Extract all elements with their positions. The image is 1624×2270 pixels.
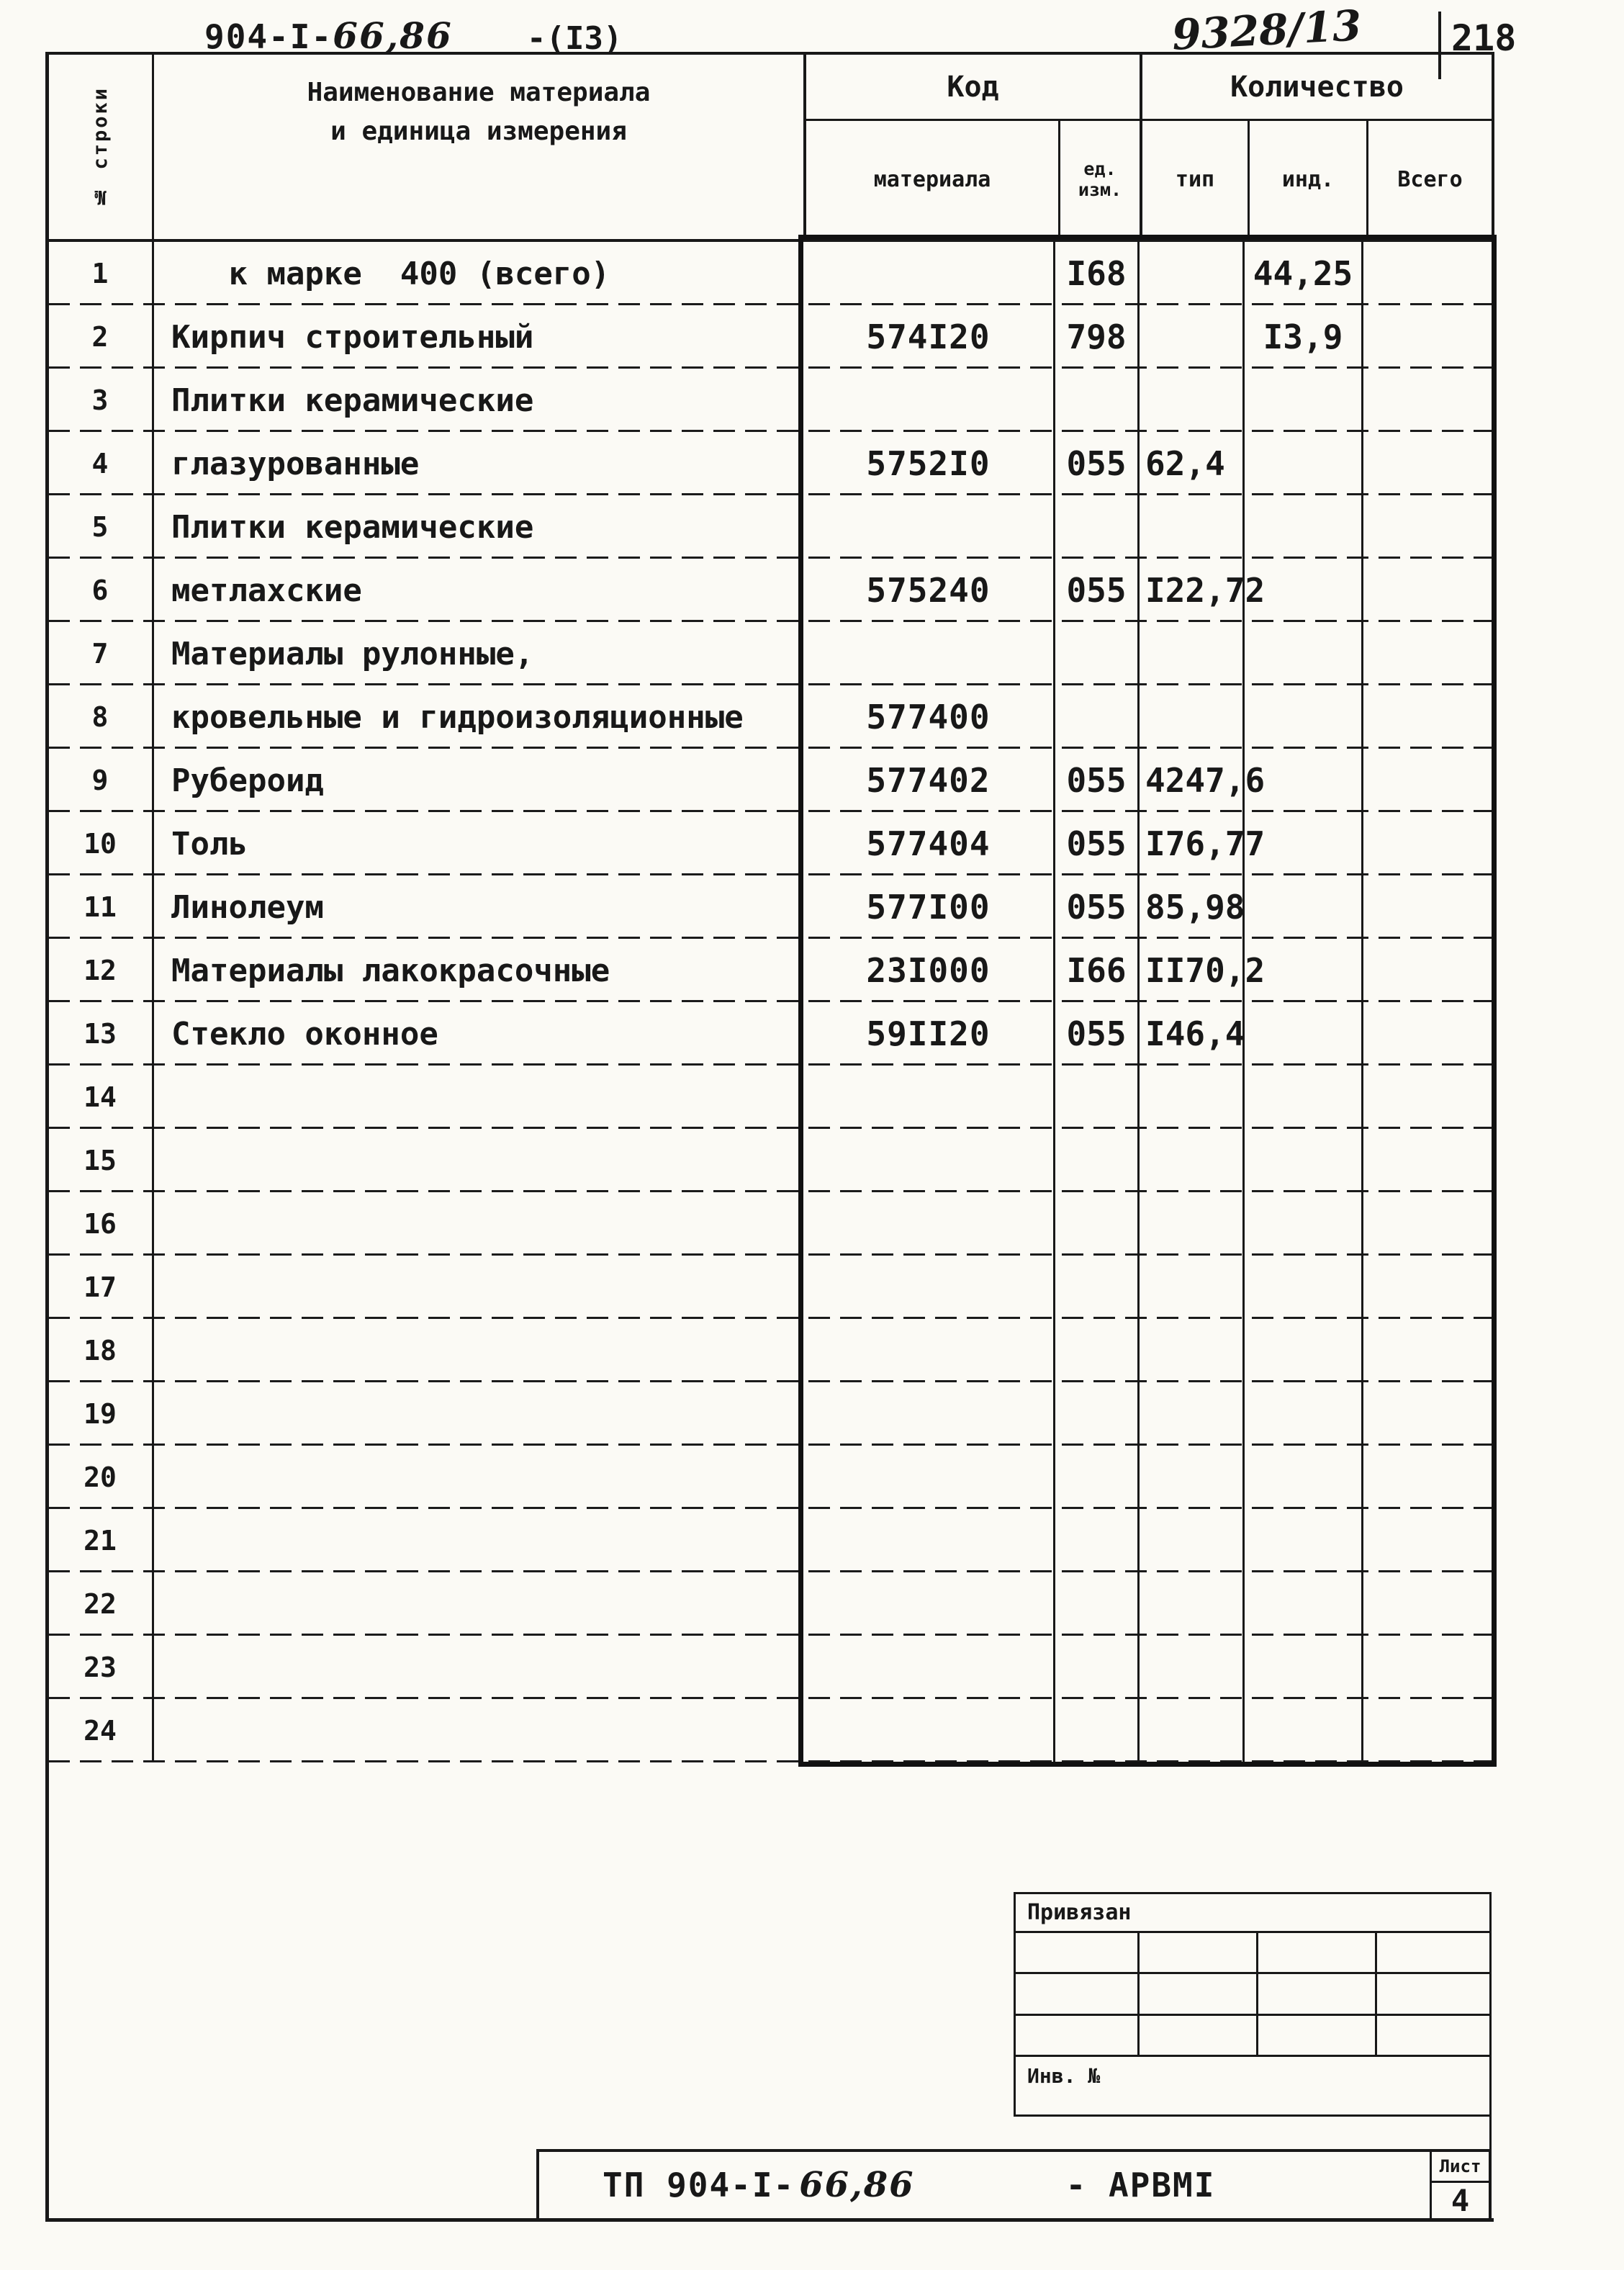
col-header-row-number <box>48 55 154 239</box>
material-name-cell: кровельные и гидроизоляционные <box>171 698 744 736</box>
stamp-block <box>1014 1892 1492 2117</box>
material-name-cell: Материалы рулонные, <box>171 635 534 672</box>
quantity-ind-cell <box>1245 685 1363 749</box>
quantity-total-cell <box>1363 1129 1492 1192</box>
quantity-type-cell <box>1140 495 1245 559</box>
doc-number-handwritten: 66,86 <box>333 14 453 57</box>
row-number-cell: 4 <box>48 432 154 495</box>
unit-code-cell <box>1055 1699 1140 1762</box>
unit-code-cell <box>1055 369 1140 432</box>
material-name-cell: Кирпич строительный <box>171 318 534 356</box>
material-name-cell: Стекло оконное <box>171 1015 438 1053</box>
row-number-cell: 24 <box>48 1699 154 1762</box>
row-number-cell: 18 <box>48 1319 154 1382</box>
material-code-cell: 59II20 <box>803 1002 1055 1066</box>
quantity-total-cell <box>1363 1319 1492 1382</box>
table-row <box>48 1446 1492 1509</box>
stamp-grid-cell <box>1140 2016 1258 2057</box>
quantity-total-cell <box>1363 749 1492 812</box>
quantity-total-cell <box>1363 1446 1492 1509</box>
unit-header-line1: ед. <box>1083 158 1116 180</box>
unit-code-cell: 055 <box>1055 749 1140 812</box>
unit-code-cell <box>1055 1192 1140 1256</box>
material-code-cell <box>803 1066 1055 1129</box>
quantity-ind-cell <box>1245 1256 1363 1319</box>
col-group-quantity <box>1140 55 1492 239</box>
material-code-cell <box>803 495 1055 559</box>
material-code-cell: 5752I0 <box>803 432 1055 495</box>
quantity-type-cell <box>1140 242 1245 305</box>
quantity-ind-cell <box>1245 1699 1363 1762</box>
row-number-cell: 11 <box>48 875 154 939</box>
footer-doc-suffix: - АРВМI <box>1065 2166 1216 2204</box>
quantity-ind-cell <box>1245 1572 1363 1636</box>
quantity-type-cell <box>1140 1256 1245 1319</box>
stamp-grid-cell <box>1140 1974 1258 2015</box>
table-row <box>48 1319 1492 1382</box>
col-header-unit <box>1058 121 1140 239</box>
quantity-ind-cell <box>1245 875 1363 939</box>
table-row <box>48 1066 1492 1129</box>
unit-code-cell <box>1055 1446 1140 1509</box>
material-name-cell <box>154 1066 803 1129</box>
quantity-ind-cell <box>1245 559 1363 622</box>
row-number-cell: 19 <box>48 1382 154 1446</box>
material-code-cell: 577400 <box>803 685 1055 749</box>
handwritten-reference-number: 9328/13 <box>1170 1 1363 60</box>
unit-code-cell <box>1055 1509 1140 1572</box>
quantity-total-cell <box>1363 242 1492 305</box>
quantity-type-cell <box>1140 622 1245 685</box>
material-code-cell <box>803 622 1055 685</box>
quantity-type-cell <box>1140 1382 1245 1446</box>
unit-code-cell <box>1055 1319 1140 1382</box>
quantity-total-cell <box>1363 369 1492 432</box>
material-name-cell <box>154 1319 803 1382</box>
quantity-total-cell <box>1363 305 1492 369</box>
material-code-cell: 575240 <box>803 559 1055 622</box>
stamp-title: Привязан <box>1016 1894 1489 1933</box>
row-number-cell: 15 <box>48 1129 154 1192</box>
material-name-cell: глазурованные <box>171 445 420 482</box>
stamp-grid-cell <box>1258 1974 1377 2015</box>
quantity-ind-cell <box>1245 812 1363 875</box>
stamp-grid-cell <box>1377 2016 1489 2057</box>
table-row <box>48 369 1492 432</box>
quantity-ind-cell: 44,25 <box>1245 242 1363 305</box>
table-row <box>48 1129 1492 1192</box>
row-number-cell: 7 <box>48 622 154 685</box>
material-code-cell: 577404 <box>803 812 1055 875</box>
table-row <box>48 495 1492 559</box>
quantity-total-cell <box>1363 1699 1492 1762</box>
material-code-cell <box>803 242 1055 305</box>
material-name-cell <box>154 1382 803 1446</box>
footer-doc-number <box>603 2165 1215 2205</box>
quantity-type-cell <box>1140 1572 1245 1636</box>
table-row <box>48 622 1492 685</box>
quantity-ind-cell <box>1245 369 1363 432</box>
quantity-group-label: Количество <box>1142 55 1492 121</box>
table-row <box>48 1636 1492 1699</box>
quantity-total-cell <box>1363 1572 1492 1636</box>
quantity-total-cell <box>1363 939 1492 1002</box>
quantity-type-cell: 4247,6 <box>1140 749 1245 812</box>
quantity-type-cell <box>1140 1446 1245 1509</box>
table-row <box>48 1572 1492 1636</box>
unit-code-cell: 798 <box>1055 305 1140 369</box>
quantity-total-cell <box>1363 685 1492 749</box>
quantity-ind-cell: I3,9 <box>1245 305 1363 369</box>
row-number-cell: 6 <box>48 559 154 622</box>
doc-number-annotation <box>204 14 453 57</box>
material-name-cell: Толь <box>171 825 248 862</box>
material-name-cell <box>154 1699 803 1762</box>
material-code-cell <box>803 1382 1055 1446</box>
quantity-type-cell <box>1140 1509 1245 1572</box>
quantity-ind-cell <box>1245 1192 1363 1256</box>
inventory-number-label: Инв. № <box>1027 2064 1101 2088</box>
quantity-total-cell <box>1363 1636 1492 1699</box>
quantity-ind-cell <box>1245 1509 1363 1572</box>
material-name-cell <box>154 1129 803 1192</box>
material-name-cell: Линолеум <box>171 888 324 926</box>
unit-code-cell: 055 <box>1055 812 1140 875</box>
material-code-cell: 577402 <box>803 749 1055 812</box>
material-name-header-line1: Наименование материала <box>307 78 651 107</box>
quantity-type-cell <box>1140 1129 1245 1192</box>
col-header-material-code: материала <box>873 166 991 192</box>
unit-code-cell <box>1055 685 1140 749</box>
materials-table <box>45 52 1494 1762</box>
quantity-type-cell: II70,2 <box>1140 939 1245 1002</box>
quantity-total-cell <box>1363 495 1492 559</box>
material-code-cell <box>803 1192 1055 1256</box>
footer-doc-handwritten: 66,86 <box>799 2165 915 2205</box>
quantity-type-cell: 85,98 <box>1140 875 1245 939</box>
quantity-ind-cell <box>1245 1382 1363 1446</box>
table-row <box>48 1699 1492 1762</box>
stamp-grid <box>1016 1933 1489 2057</box>
unit-code-cell: 055 <box>1055 559 1140 622</box>
unit-code-cell <box>1055 1256 1140 1319</box>
unit-code-cell: 055 <box>1055 1002 1140 1066</box>
material-name-cell: Плитки керамические <box>171 508 534 546</box>
col-header-ind: инд. <box>1248 121 1366 239</box>
col-header-total: Всего <box>1366 121 1492 239</box>
material-name-header-line2: и единица измерения <box>330 117 627 146</box>
unit-header-line2: изм. <box>1078 179 1122 200</box>
sheet-number: 4 <box>1451 2183 1470 2218</box>
material-name-cell <box>154 1636 803 1699</box>
table-row <box>48 685 1492 749</box>
table-row <box>48 1382 1492 1446</box>
quantity-type-cell <box>1140 1066 1245 1129</box>
table-row <box>48 1509 1492 1572</box>
stamp-grid-cell <box>1140 1933 1258 1974</box>
material-code-cell: 23I000 <box>803 939 1055 1002</box>
doc-number-typed: 904-I- <box>204 17 333 56</box>
quantity-total-cell <box>1363 1382 1492 1446</box>
unit-code-cell: I66 <box>1055 939 1140 1002</box>
material-code-cell: 577I00 <box>803 875 1055 939</box>
material-name-cell: Материалы лакокрасочные <box>171 952 610 989</box>
unit-code-cell <box>1055 1572 1140 1636</box>
table-row <box>48 432 1492 495</box>
quantity-total-cell <box>1363 812 1492 875</box>
quantity-ind-cell <box>1245 1002 1363 1066</box>
material-name-cell <box>154 1572 803 1636</box>
quantity-ind-cell <box>1245 1636 1363 1699</box>
col-group-code <box>803 55 1140 239</box>
material-name-cell: к марке 400 (всего) <box>171 255 610 292</box>
row-number-cell: 3 <box>48 369 154 432</box>
table-row <box>48 1192 1492 1256</box>
unit-code-cell: 055 <box>1055 432 1140 495</box>
quantity-ind-cell <box>1245 1319 1363 1382</box>
row-number-cell: 22 <box>48 1572 154 1636</box>
material-code-cell <box>803 1509 1055 1572</box>
row-number-cell: 10 <box>48 812 154 875</box>
material-code-cell <box>803 1572 1055 1636</box>
row-number-cell: 14 <box>48 1066 154 1129</box>
quantity-total-cell <box>1363 875 1492 939</box>
table-row <box>48 875 1492 939</box>
material-name-cell <box>154 1509 803 1572</box>
quantity-ind-cell <box>1245 1066 1363 1129</box>
table-header <box>48 55 1492 242</box>
quantity-total-cell <box>1363 1002 1492 1066</box>
code-group-label: Код <box>806 55 1140 121</box>
quantity-total-cell <box>1363 1256 1492 1319</box>
quantity-type-cell <box>1140 305 1245 369</box>
col-header-material-name <box>154 55 803 239</box>
table-row <box>48 1256 1492 1319</box>
footer-doc-typed: ТП 904-I- <box>603 2166 795 2204</box>
table-row <box>48 939 1492 1002</box>
material-code-cell <box>803 1129 1055 1192</box>
quantity-type-cell <box>1140 1319 1245 1382</box>
row-number-cell: 21 <box>48 1509 154 1572</box>
row-number-cell: 5 <box>48 495 154 559</box>
quantity-type-cell: 62,4 <box>1140 432 1245 495</box>
quantity-type-cell: I46,4 <box>1140 1002 1245 1066</box>
quantity-ind-cell <box>1245 939 1363 1002</box>
quantity-ind-cell <box>1245 622 1363 685</box>
row-number-cell: 9 <box>48 749 154 812</box>
stamp-grid-cell <box>1016 2016 1140 2057</box>
material-code-cell <box>803 1256 1055 1319</box>
material-code-cell <box>803 1319 1055 1382</box>
stamp-grid-cell <box>1016 1933 1140 1974</box>
row-number-cell: 23 <box>48 1636 154 1699</box>
quantity-ind-cell <box>1245 1129 1363 1192</box>
row-number-cell: 17 <box>48 1256 154 1319</box>
stamp-grid-cell <box>1377 1933 1489 1974</box>
row-number-cell: 16 <box>48 1192 154 1256</box>
quantity-type-cell: I76,77 <box>1140 812 1245 875</box>
material-name-cell: Плитки керамические <box>171 382 534 419</box>
quantity-ind-cell <box>1245 749 1363 812</box>
row-number-cell: 13 <box>48 1002 154 1066</box>
quantity-type-cell <box>1140 1192 1245 1256</box>
material-code-cell: 574I20 <box>803 305 1055 369</box>
material-code-cell <box>803 1446 1055 1509</box>
unit-code-cell: I68 <box>1055 242 1140 305</box>
material-name-cell: метлахские <box>171 572 362 609</box>
material-name-cell: Рубероид <box>171 762 324 799</box>
material-name-cell <box>154 1256 803 1319</box>
quantity-total-cell <box>1363 1066 1492 1129</box>
quantity-type-cell <box>1140 685 1245 749</box>
material-name-cell <box>154 1446 803 1509</box>
material-code-cell <box>803 1636 1055 1699</box>
table-body <box>48 242 1492 1762</box>
table-row <box>48 749 1492 812</box>
row-number-cell: 1 <box>48 242 154 305</box>
table-row <box>48 559 1492 622</box>
unit-code-cell <box>1055 495 1140 559</box>
col-header-type: тип <box>1175 166 1215 192</box>
page-number: 218 <box>1451 17 1517 59</box>
table-row <box>48 1002 1492 1066</box>
code-subheaders <box>806 121 1140 239</box>
quantity-total-cell <box>1363 622 1492 685</box>
unit-code-cell <box>1055 1636 1140 1699</box>
quantity-type-cell <box>1140 1699 1245 1762</box>
footer-title-bar <box>536 2149 1492 2221</box>
row-number-cell: 20 <box>48 1446 154 1509</box>
table-row <box>48 242 1492 305</box>
unit-code-cell <box>1055 1382 1140 1446</box>
doc-suffix-annotation: -(I3) <box>527 20 623 57</box>
sheet-label: Лист <box>1432 2152 1489 2183</box>
table-row <box>48 305 1492 369</box>
row-number-cell: 2 <box>48 305 154 369</box>
quantity-ind-cell <box>1245 1446 1363 1509</box>
quantity-type-cell <box>1140 369 1245 432</box>
row-number-header-label: № строки <box>89 86 112 208</box>
stamp-connector-line <box>1489 2115 1492 2150</box>
quantity-subheaders <box>1142 121 1492 239</box>
stamp-grid-cell <box>1016 1974 1140 2015</box>
row-number-cell: 8 <box>48 685 154 749</box>
table-row <box>48 812 1492 875</box>
unit-code-cell <box>1055 1129 1140 1192</box>
stamp-grid-cell <box>1258 2016 1377 2057</box>
quantity-type-cell: I22,72 <box>1140 559 1245 622</box>
quantity-total-cell <box>1363 1192 1492 1256</box>
quantity-total-cell <box>1363 559 1492 622</box>
quantity-total-cell <box>1363 1509 1492 1572</box>
unit-code-cell <box>1055 622 1140 685</box>
unit-code-cell: 055 <box>1055 875 1140 939</box>
stamp-grid-cell <box>1258 1933 1377 1974</box>
sheet-box <box>1430 2152 1489 2218</box>
stamp-grid-cell <box>1377 1974 1489 2015</box>
quantity-total-cell <box>1363 432 1492 495</box>
unit-code-cell <box>1055 1066 1140 1129</box>
material-name-cell <box>154 1192 803 1256</box>
material-code-cell <box>803 1699 1055 1762</box>
material-code-cell <box>803 369 1055 432</box>
quantity-type-cell <box>1140 1636 1245 1699</box>
row-number-cell: 12 <box>48 939 154 1002</box>
quantity-ind-cell <box>1245 432 1363 495</box>
quantity-ind-cell <box>1245 495 1363 559</box>
